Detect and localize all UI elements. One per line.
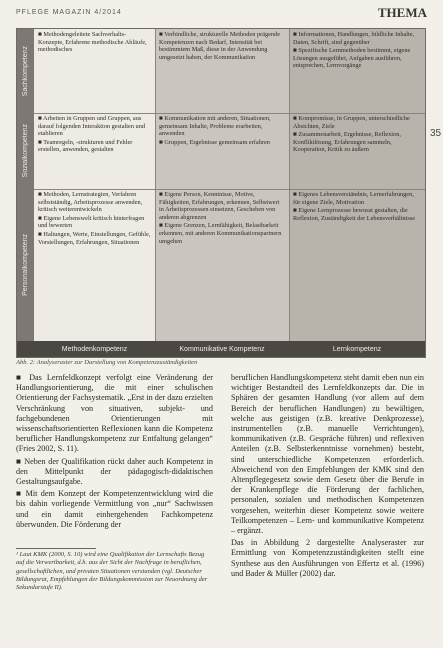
paragraph: Das in Abbildung 2 dargestellte Analyseraster zur Ermittlung von Kompetenzzuständigkeiten stellt eine Synthese aus den Ausführungen von Effertz et al. (1996) und Bader & Müller (2002) dar. (231, 538, 424, 578)
cell-item: ■ Kompromisse, in Gruppen, unterschiedliche Absichten, Ziele (293, 115, 410, 130)
cell-item: ■ Methoden, Lernstrategien, Verfahren selbstständig, Arbeitsprozesse anwenden, kritisch weiterentwickeln (38, 191, 143, 214)
footer-label: Lernkompetenz (332, 345, 382, 353)
row-label-1: Sachkompetenz (22, 45, 29, 97)
cell-item: ■ Eigene Grenzen, Lernfähigkeit, Belastbarkeit erkennen, mit anderen Kommunikationspartnern umgehen (159, 222, 282, 245)
table-cell (34, 29, 155, 113)
paragraph: ■ Das Lernfeldkonzept verfolgt eine Veränderung der Handlungsorientierung, die mit einer schulischen Orientierung der Fachsystematik. „Erst in der dazu erzielten Verschränkung von situativen, subjekt- und fachgebundenen Orientierungen mit wissenschaftsorientierten Reflexionen kann die Kompetenz beruflicher Handlungskompetenz zur Entfaltung gelangen“ (Fries 2002, S. 11). (16, 373, 213, 454)
cell-item: ■ Gruppen, Ergebnisse gemeinsam erfahren (159, 138, 270, 146)
cell-item: ■ Eigene Person, Kenntnisse, Motive, Fähigkeiten, Erfahrungen, erkennen, Selbstwert in Arbeitsprozessen einsetzen, Geschehen von anderen abgrenzen (159, 191, 280, 221)
paragraph: ■ Neben der Qualifikation rückt daher auch Kompetenz in den Mittelpunkt der pädagogisch-didaktischen Gestaltungsaufgabe. (16, 456, 213, 487)
cell-item: ■ Eigene Lernprozesse bewusst gestalten, die Reflexion, Zuständigkeit der Lebensverhältnisse (293, 207, 416, 222)
paragraph: ■ Mit dem Konzept der Kompetenzentwicklung wird die bis dahin vorliegende Vermittlung von „nur“ Sachwissen und ein damit einhergehenden Fachkompetenz überwunden. Die Förderung der (16, 489, 213, 529)
cell-item: ■ Kommunikation mit anderen, Situationen, gemeinsam Inhalte, Probleme erarbeiten, anwenden (159, 115, 271, 138)
cell-item: ■ Haltungen, Werte, Einstellungen, Gefühle, Vorstellungen, Erfahrungen, Situationen (38, 230, 151, 246)
cell-item: ■ Eigene Lebenswelt kritisch hinterfragen und bewerten (38, 214, 145, 230)
cell-item: ■ Teamregeln, -strukturen und Fehler erstellen, anwenden, gestalten (38, 138, 133, 154)
body-column-right (231, 373, 424, 581)
cell-item: ■ Informationen, Handlungen, bildliche Inhalte, Daten, Schrift, sind gegenüber (293, 31, 415, 46)
figure-caption: Abb. 2: Analyseraster zur Darstellung von Kompetenzzuständigkeiten (16, 359, 198, 366)
footer-label: Kommunikative Kompetenz (179, 345, 265, 353)
footer-label: Methodenkompetenz (61, 345, 128, 353)
cell-item: ■ Verbindliche, strukturelle Methoden prägende Kompetenzen nach Bedarf, Intensität bei bestimmtem Maß, diese in der Anwendung umgesetzt haben, der Kommunikation (159, 31, 281, 61)
table-footer (17, 341, 425, 357)
cell-item: ■ Eigenes Lebensverständnis, Lernerfahrungen, für eigene Ziele, Motivation (293, 191, 414, 206)
competence-table (16, 28, 426, 358)
table-cell (289, 189, 425, 341)
table-cell (289, 113, 425, 189)
cell-item: ■ Arbeiten in Gruppen und Gruppen, aus darauf folgenden Interaktion gestalten und etablieren (38, 115, 146, 138)
table-cell (289, 29, 425, 113)
table-cell (155, 113, 289, 189)
table-cell (34, 113, 155, 189)
body-column-left (16, 373, 213, 532)
page-header-left: PFLEGE MAGAZIN 4/2014 (16, 9, 122, 16)
page-number: 35 (430, 128, 442, 139)
row-label-2: Sozialkompetenz (22, 124, 29, 178)
table-cell (155, 29, 289, 113)
footnote-rule (16, 548, 96, 549)
cell-item: ■ Methodengeleitete Sachverhalts-Konzepte, Erfahrene methodische Abläufe, methodisches (38, 31, 147, 54)
cell-item: ■ Zusammenarbeit, Ergebnisse, Reflexion, Konfliktlösung, Erfahrungen sammeln, Kooperation, Kritik zu äußern (293, 131, 401, 154)
page-header-right: THEMA (377, 5, 427, 20)
table-cell (34, 189, 155, 341)
table-cell (155, 189, 289, 341)
row-label-3: Personalkompetenz (22, 234, 29, 296)
footnote: ¹ Laut KMK (2000, S. 10) wird eine Qualifikation der Lernschafts Bezug auf die Verwertbarkeit, d.h. aus der Sicht der Nachfrage in beruflichen, gesellschaftlichen, und privaten Situationen verstanden (vgl. Deutscher Bildungsrat, Empfehlungen der Bildungskommission zur Neuordnung der Sekundarstufe II). (16, 551, 208, 592)
cell-item: ■ Spezifische Lernmethoden bestimmt, eigene Lösungen ausgeführt, Aufgaben ausführen, entsprechen, Lernvorgänge (293, 47, 411, 70)
paragraph: beruflichen Handlungskompetenz steht damit eben nun ein wichtiger Bestandteil des Lernfeldkonzepts dar. Die in Sphären der gesamten Handlung (vor allem auf dem Bereich der beruflichen Handlungen) zu bewältigen, welche aus geistigen (z.B. kreative Denkprozesse), instrumentellen (z.B. manuelle Verrichtungen), kommunikativen (z.B. Gespräche führen) und reflexiven Anteilen (z.B. Selbsterkenntnisse vornehmen) besteht, sind unterschiedliche Kompetenzen erforderlich. Abweichend von den Empfehlungen der KMK sind den Altenpflegegesetz sowie dem Gesetz über die Berufe in der Krankenpflege die Förderung der fachlichen, personalen, sozialen und methodischen Kompetenzen vorgesehen, weiterhin dieser Kompetenz sowie weitere Teilkompetenzen – Lern- und kommunikative Kompetenz – ergänzt. (231, 373, 424, 536)
